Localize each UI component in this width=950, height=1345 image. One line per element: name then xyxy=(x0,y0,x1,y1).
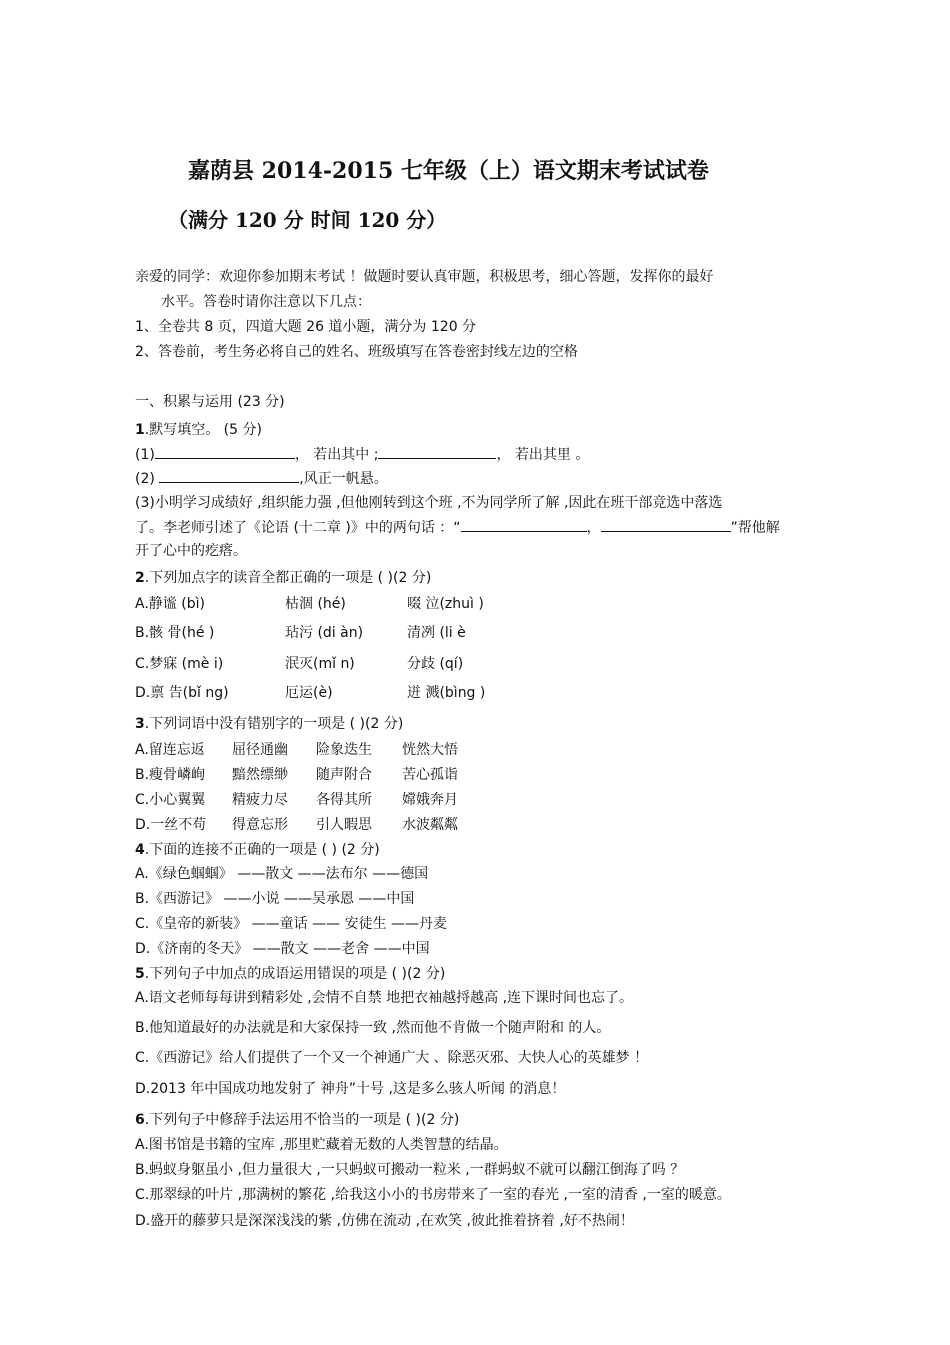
word-pinyin: 枯涸 (hé) xyxy=(285,596,346,612)
intro-note-1: 1、全卷共 8 页，四道大题 26 道小题，满分为 120 分 xyxy=(135,319,477,335)
question-text: .下列词语中没有错别字的一项是 ( )(2 分) xyxy=(144,716,404,732)
option-d: D.2013 年中国成功地发射了 神舟”十号 ,这是多么骇人听闻 的消息！ xyxy=(135,1081,566,1097)
line-text: ， xyxy=(586,520,601,536)
question-4-stem xyxy=(135,840,380,860)
option-b: B.蚂蚁身躯虽小 ,但力量很大 ,一只蚂蚁可搬动一粒米 ,一群蚂蚁不就可以翻江倒海了吗 ？ xyxy=(135,1162,685,1178)
option-a: A.语文老师每每讲到精彩处 ,会情不自禁 地把衣袖越捋越高 ,连下课时间也忘了。 xyxy=(135,990,634,1006)
question-3-stem xyxy=(135,714,403,734)
exam-subtitle: （满分 120 分 时间 120 分） xyxy=(168,208,447,232)
item-label: (2) xyxy=(135,471,155,487)
option-c: C.《西游记》给人们提供了一个又一个神通广大 、除恶灭邪、大快人心的英雄梦 ！ xyxy=(135,1050,649,1066)
option-a: A.留连忘返 xyxy=(135,742,205,758)
option-d: D.一丝不苟 xyxy=(135,817,207,833)
answer-blank[interactable] xyxy=(601,517,731,532)
word: 各得其所 xyxy=(316,792,372,808)
question-1-stem xyxy=(135,420,262,440)
option-d: D.《济南的冬天》 ——散文 ——老舍 ——中国 xyxy=(135,941,430,957)
question-number: 4 xyxy=(135,842,145,858)
word: 嫦娥奔月 xyxy=(402,792,458,808)
word-pinyin: 泯灭(mǐ n) xyxy=(285,656,355,672)
item-label: (1) xyxy=(135,447,155,463)
word: 水波粼粼 xyxy=(402,817,458,833)
question-text: .下面的连接不正确的一项是 ( ) (2 分) xyxy=(144,842,380,858)
question-1-line-5: 开了心中的疙瘩。 xyxy=(135,543,247,559)
answer-blank[interactable] xyxy=(378,444,496,459)
question-6-stem xyxy=(135,1110,459,1130)
word: 引人暇思 xyxy=(316,817,372,833)
option-a: A.图书馆是书籍的宝库 ,那里贮藏着无数的人类智慧的结晶。 xyxy=(135,1137,508,1153)
word-pinyin: 啜 泣(zhuì ) xyxy=(407,596,484,612)
question-number: 6 xyxy=(135,1112,145,1128)
option-c: C.那翠绿的叶片 ,那满树的繁花 ,给我这小小的书房带来了一室的春光 ,一室的清香 ,一室的暖意。 xyxy=(135,1187,731,1203)
word: 险象迭生 xyxy=(316,742,372,758)
option-d: D.盛开的藤萝只是深深浅浅的紫 ,仿佛在流动 ,在欢笑 ,彼此推着挤着 ,好不热闹！ xyxy=(135,1213,634,1229)
line-text: ”帮他解 xyxy=(730,520,780,536)
question-number: 3 xyxy=(135,716,145,732)
question-number: 2 xyxy=(135,570,145,586)
intro-note-2: 2、答卷前，考生务必将自己的姓名、班级填写在答卷密封线左边的空格 xyxy=(135,344,578,360)
word: 精疲力尽 xyxy=(232,792,288,808)
answer-blank[interactable] xyxy=(461,517,587,532)
question-text: .下列加点字的读音全都正确的一项是 ( )(2 分) xyxy=(144,570,432,586)
option-b: B.《西游记》 ——小说 ——吴承恩 ——中国 xyxy=(135,891,415,907)
answer-blank[interactable] xyxy=(155,444,295,459)
option-a: A.静谧 (bì) xyxy=(135,596,205,612)
question-number: 1 xyxy=(135,422,145,438)
question-2-stem xyxy=(135,568,431,588)
word: 随声附合 xyxy=(316,767,372,783)
question-text: .默写填空。 (5 分) xyxy=(144,422,262,438)
word: 苦心孤诣 xyxy=(402,767,458,783)
line-text: ,风正一帆悬。 xyxy=(299,471,388,487)
line-text: 了。李老师引述了《论语 (十二章 )》中的两句话 ：“ xyxy=(135,520,461,536)
word: 得意忘形 xyxy=(232,817,288,833)
question-5-stem xyxy=(135,964,445,984)
question-1-line-1 xyxy=(135,444,589,465)
answer-blank[interactable] xyxy=(159,468,299,483)
option-c: C.小心翼翼 xyxy=(135,792,206,808)
question-1-line-4 xyxy=(135,517,780,538)
word-pinyin: 厄运(è) xyxy=(285,685,333,701)
word: 恍然大悟 xyxy=(402,742,458,758)
intro-line-2: 水平。答卷时请你注意以下几点： xyxy=(161,294,371,310)
exam-title: 嘉荫县 2014-2015 七年级（上）语文期末考试试卷 xyxy=(188,158,709,184)
word-pinyin: 迸 溅(bìng ) xyxy=(407,685,486,701)
option-b: B.瘦骨嶙峋 xyxy=(135,767,206,783)
option-b: B.他知道最好的办法就是和大家保持一致 ,然而他不肯做一个随声附和 的人。 xyxy=(135,1020,611,1036)
line-text: ， 若出其里 。 xyxy=(496,447,590,463)
word-pinyin: 分歧 (qí) xyxy=(407,656,464,672)
section-heading: 一、积累与运用 (23 分) xyxy=(135,394,285,410)
option-b: B.骸 骨(hé ) xyxy=(135,625,215,641)
option-a: A.《绿色蝈蝈》 ——散文 ——法布尔 ——德国 xyxy=(135,866,429,882)
word: 屈径通幽 xyxy=(232,742,288,758)
intro-line-1: 亲爱的同学：欢迎你参加期末考试 ！做题时要认真审题，积极思考，细心答题，发挥你的最好 xyxy=(135,269,714,285)
question-1-line-3: (3)小明学习成绩好 ,组织能力强 ,但他刚转到这个班 ,不为同学所了解 ,因此在班干部竞选中落选 xyxy=(135,495,723,511)
option-c: C.《皇帝的新装》 ——童话 —— 安徒生 ——丹麦 xyxy=(135,916,448,932)
option-c: C.梦寐 (mè i) xyxy=(135,656,224,672)
question-text: .下列句子中加点的成语运用错误的项是 ( )(2 分) xyxy=(144,966,446,982)
word: 黯然缥缈 xyxy=(232,767,288,783)
line-text: ， 若出其中 ; xyxy=(294,447,379,463)
question-number: 5 xyxy=(135,966,145,982)
word-pinyin: 清冽 (li è xyxy=(407,625,466,641)
option-d: D.禀 告(bǐ ng) xyxy=(135,685,229,701)
question-1-line-2 xyxy=(135,468,388,489)
word-pinyin: 玷污 (di àn) xyxy=(285,625,364,641)
question-text: .下列句子中修辞手法运用不恰当的一项是 ( )(2 分) xyxy=(144,1112,460,1128)
